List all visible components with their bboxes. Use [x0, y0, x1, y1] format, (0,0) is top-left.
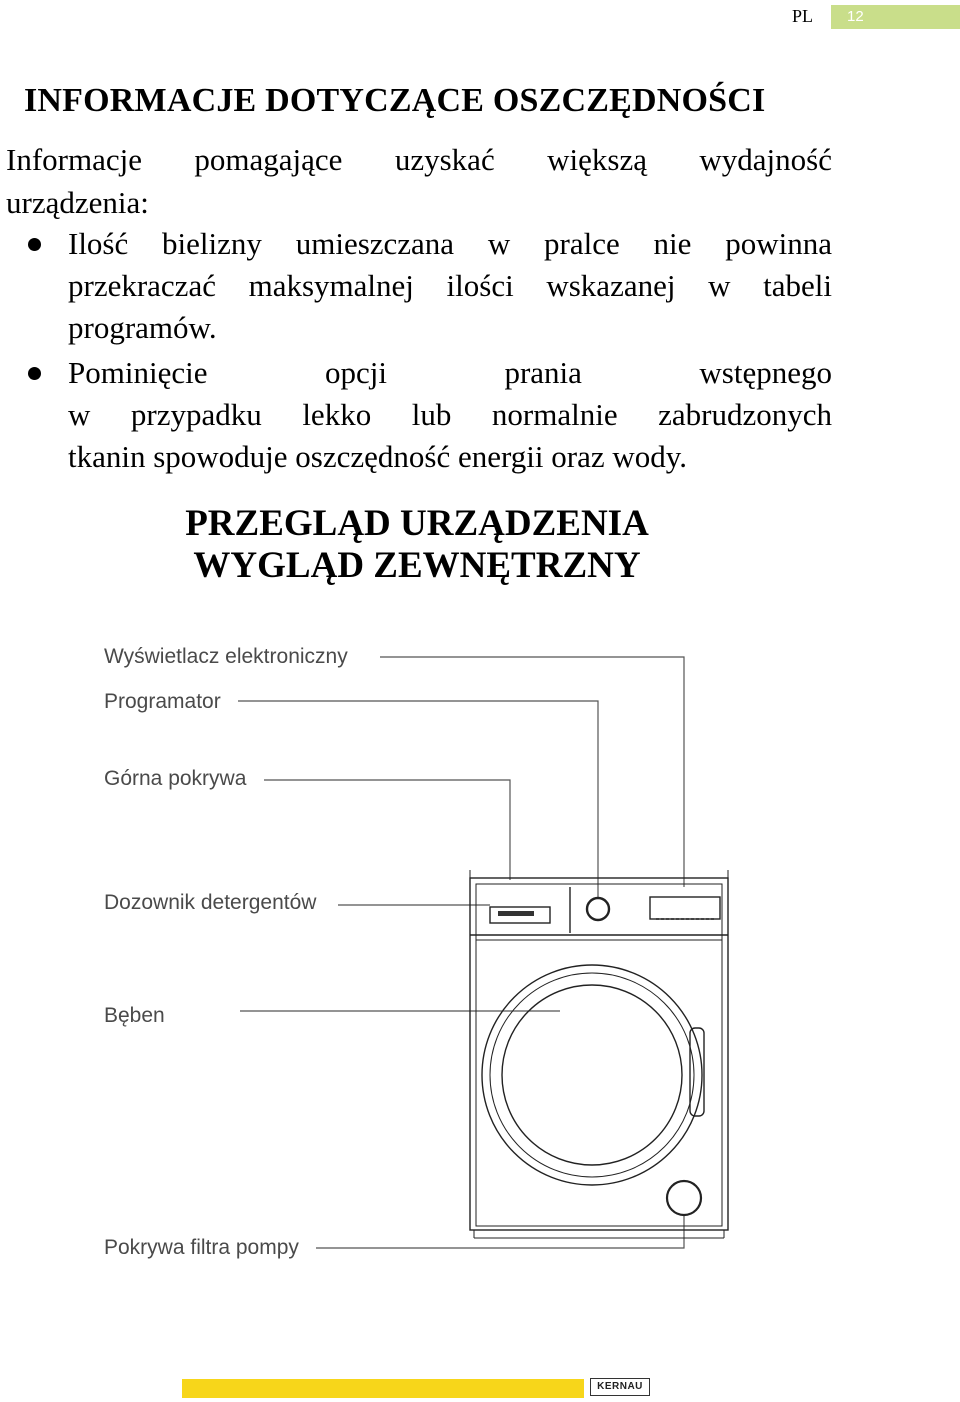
section-subtitle-exterior: WYGLĄD ZEWNĘTRZNY — [193, 545, 641, 586]
electronic-display — [650, 897, 720, 919]
label-top-cover: Górna pokrywa — [104, 767, 247, 790]
label-display: Wyświetlacz elektroniczny — [104, 645, 348, 668]
footer-accent-bar — [182, 1379, 584, 1398]
brand-logo: KERNAU — [590, 1378, 650, 1396]
bullet-icon — [28, 238, 41, 251]
detergent-drawer — [490, 887, 570, 933]
section-title-overview: PRZEGLĄD URZĄDZENIA — [185, 503, 649, 544]
bullet-line: Ilość bielizny umieszczana w pralce nie powinna — [68, 226, 832, 261]
bullet-line: przekraczać maksymalnej ilości wskazanej w tabeli — [68, 268, 832, 303]
bullet-icon — [28, 367, 41, 380]
washing-machine-diagram — [0, 620, 960, 1320]
language-code: PL — [792, 6, 814, 26]
programmer-knob — [587, 898, 609, 920]
bullet-line: Pominięcie opcji prania wstępnego — [68, 355, 832, 390]
label-detergent: Dozownik detergentów — [104, 891, 317, 914]
bullet-line: tkanin spowoduje oszczędność energii oraz wody. — [68, 439, 687, 474]
label-programmer: Programator — [104, 690, 221, 713]
intro-paragraph — [6, 138, 832, 224]
drum-door — [482, 965, 704, 1185]
label-drum: Bęben — [104, 1004, 165, 1027]
bullet-line: programów. — [68, 310, 217, 345]
bullet-item — [68, 223, 832, 349]
filter-cover — [667, 1181, 701, 1215]
section-title-savings: INFORMACJE DOTYCZĄCE OSZCZĘDNOŚCI — [24, 82, 766, 119]
label-filter-cover: Pokrywa filtra pompy — [104, 1236, 299, 1259]
page-number: 12 — [831, 5, 960, 29]
intro-line: urządzenia: — [6, 185, 149, 220]
leader-lines — [238, 657, 684, 1248]
intro-line: Informacje pomagające uzyskać większą wydajność — [6, 142, 832, 177]
bullet-item — [68, 352, 832, 478]
bullet-line: w przypadku lekko lub normalnie zabrudzonych — [68, 397, 832, 432]
